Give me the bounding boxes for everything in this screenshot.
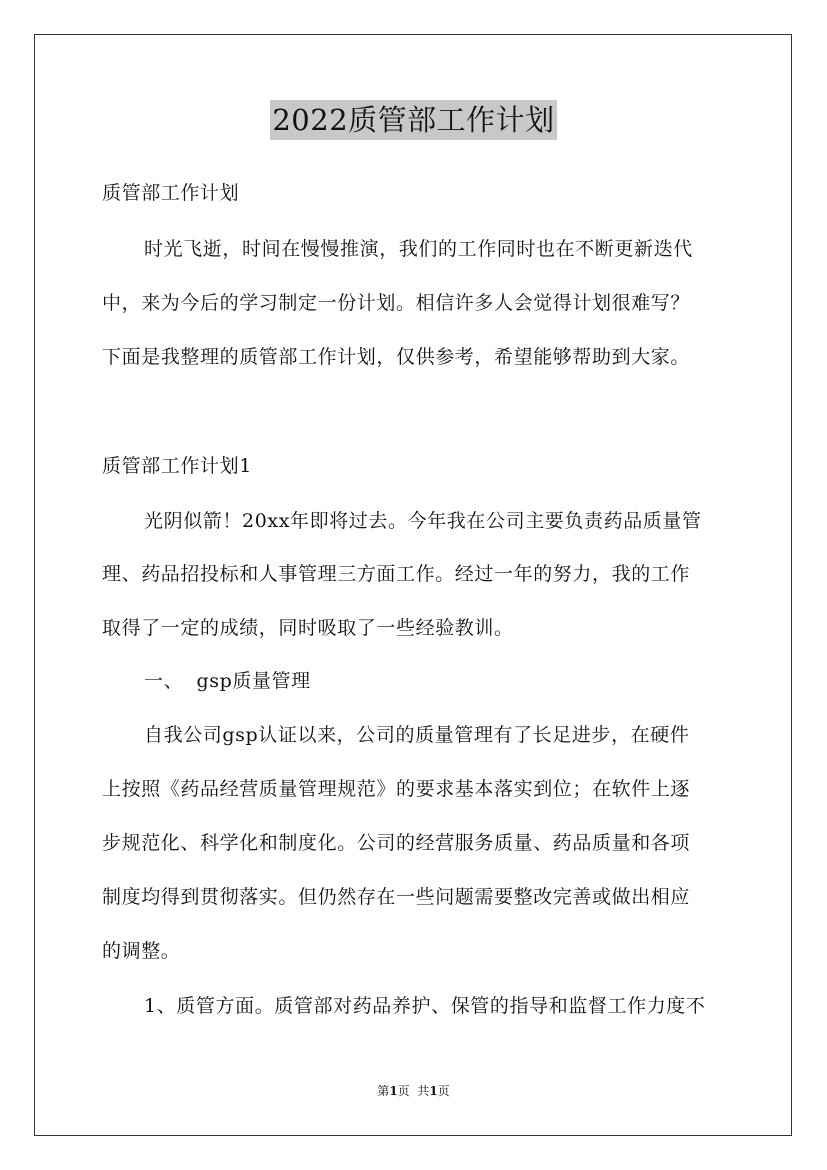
- title-container: [0, 100, 827, 140]
- footer-total-pages: 1: [429, 1084, 438, 1098]
- footer-page-number: 1: [389, 1084, 398, 1098]
- footer-suffix: 页: [437, 1084, 450, 1098]
- paragraph-line: 取得了一定的成绩，同时吸取了一些经验教训。: [102, 617, 514, 639]
- page-footer: [0, 1083, 827, 1099]
- section-heading: 质管部工作计划: [102, 182, 240, 204]
- paragraph-line: 步规范化、科学化和制度化。公司的经营服务质量、药品质量和各项: [102, 832, 691, 854]
- footer-mid: 页 共: [397, 1084, 430, 1098]
- paragraph-line: 上按照《药品经营质量管理规范》的要求基本落实到位；在软件上逐: [102, 778, 691, 800]
- section-heading: 质管部工作计划1: [102, 455, 252, 477]
- subsection-heading: 一、 gsp质量管理: [144, 670, 311, 692]
- paragraph-line: 制度均得到贯彻落实。但仍然存在一些问题需要整改完善或做出相应: [102, 886, 691, 908]
- footer-prefix: 第: [377, 1084, 390, 1098]
- paragraph-line: 的调整。: [102, 940, 181, 962]
- paragraph-line: 1、质管方面。质管部对药品养护、保管的指导和监督工作力度不: [144, 995, 706, 1017]
- paragraph-line: 中，来为今后的学习制定一份计划。相信许多人会觉得计划很难写？: [102, 292, 691, 314]
- paragraph-line: 理、药品招投标和人事管理三方面工作。经过一年的努力，我的工作: [102, 563, 691, 585]
- paragraph-line: 光阴似箭！20xx年即将过去。今年我在公司主要负责药品质量管: [144, 510, 702, 532]
- document-title: 2022质管部工作计划: [270, 100, 556, 140]
- paragraph-line: 时光飞逝，时间在慢慢推演，我们的工作同时也在不断更新迭代: [144, 238, 693, 260]
- paragraph-line: 下面是我整理的质管部工作计划，仅供参考，希望能够帮助到大家。: [102, 346, 691, 368]
- paragraph-line: 自我公司gsp认证以来，公司的质量管理有了长足进步，在硬件: [144, 724, 690, 746]
